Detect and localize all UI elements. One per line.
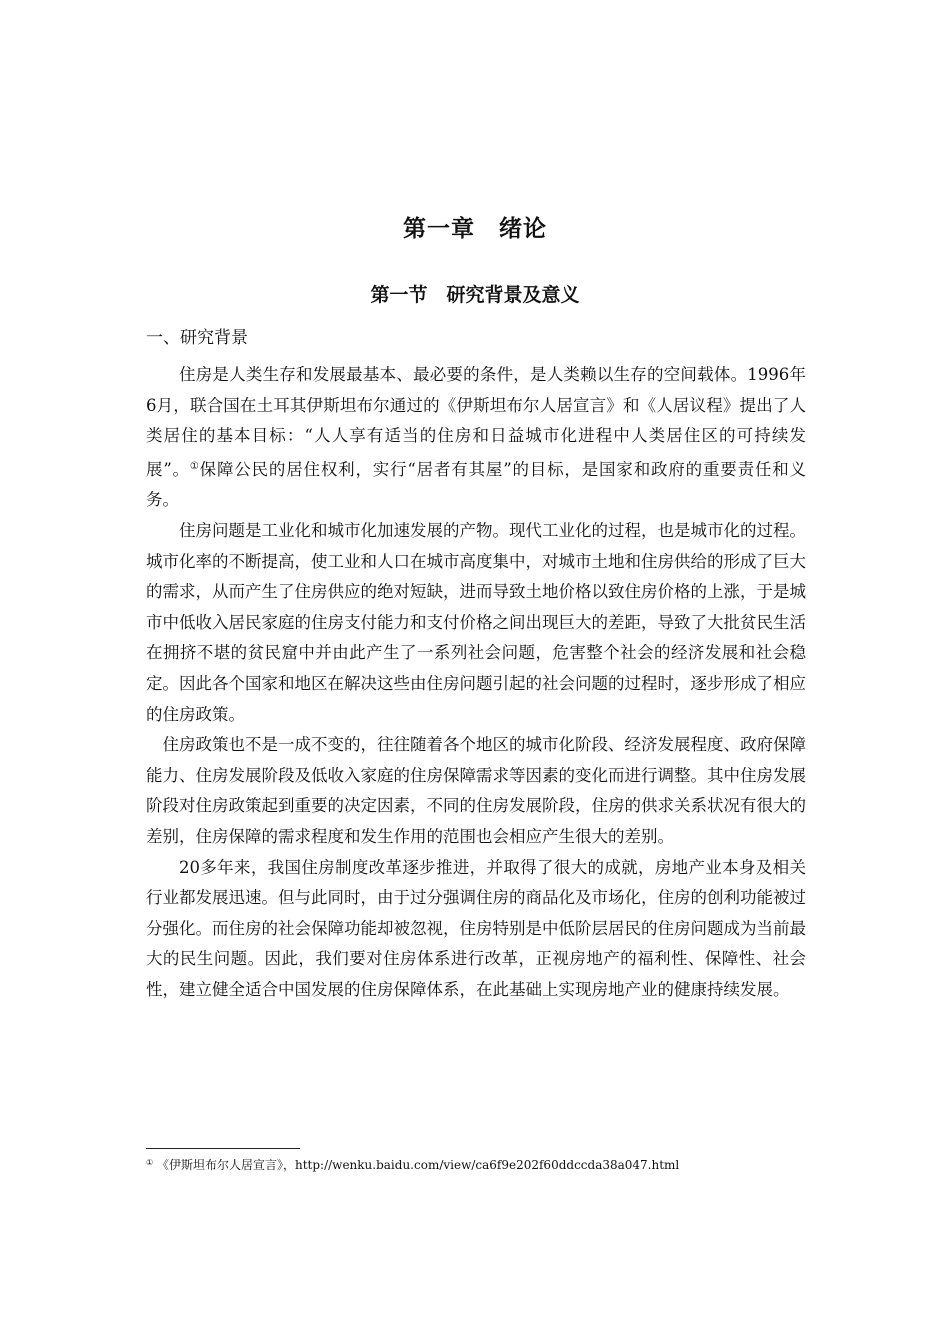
footnote-reference[interactable]: ① xyxy=(189,460,200,472)
paragraph-4: 20多年来，我国住房制度改革逐步推进，并取得了很大的成就，房地产业本身及相关行业都发展迅速。但与此同时，由于过分强调住房的商品化及市场化，住房的创利功能被过分强化。而住房的社会保障功能却被忽视，住房特别是中低阶层居民的住房问题成为当前最大的民生问题。因此，我们要对住房体系进行改革，正视房地产的福利性、保障性、社会性，建立健全适合中国发展的住房保障体系，在此基础上实现房地产业的健康持续发展。 xyxy=(146,857,806,999)
footnote-text: 《伊斯坦布尔人居宣言》，http://wenku.baidu.com/view/ca6f9e202f60ddccda38a047.html xyxy=(157,1158,680,1172)
paragraph-1-part-a: 住房是人类生存和发展最基本、最必要的条件，是人类赖以生存的空间载体。1996年6月，联合国在土耳其伊斯坦布尔通过的《伊斯坦布尔人居宣言》和《人居议程》提出了人类居住的基本目标：“人人享有适当的住房和日益城市化进程中人类居住区的可持续发展”。 xyxy=(146,365,806,479)
section-title: 第一节 研究背景及意义 xyxy=(370,284,580,306)
paragraph-1 xyxy=(146,360,806,516)
body-text xyxy=(146,360,806,1005)
subheading: 一、研究背景 xyxy=(146,328,248,348)
paragraph-2: 住房问题是工业化和城市化加速发展的产物。现代工业化的过程，也是城市化的过程。城市化率的不断提高，使工业和人口在城市高度集中，对城市土地和住房供给的形成了巨大的需求，从而产生了住房供应的绝对短缺，进而导致土地价格以致住房价格的上涨，于是城市中低收入居民家庭的住房支付能力和支付价格之间出现巨大的差距，导致了大批贫民生活在拥挤不堪的贫民窟中并由此产生了一系列社会问题，危害整个社会的经济发展和社会稳定。因此各个国家和地区在解决这些由住房问题引起的社会问题的过程时，逐步形成了相应的住房政策。 xyxy=(146,520,806,724)
chapter-title: 第一章 绪论 xyxy=(403,216,547,242)
paragraph-3: 住房政策也不是一成不变的，往往随着各个地区的城市化阶段、经济发展程度、政府保障能力、住房发展阶段及低收入家庭的住房保障需求等因素的变化而进行调整。其中住房发展阶段对住房政策起到重要的决定因素，不同的住房发展阶段，住房的供求关系状况有很大的差别，住房保障的需求程度和发生作用的范围也会相应产生很大的差别。 xyxy=(146,735,806,846)
footnote-divider xyxy=(146,1148,300,1149)
footnote-marker: ① xyxy=(146,1158,154,1167)
paragraph-1-part-b: 保障公民的居住权利，实行“居者有其屋”的目标，是国家和政府的重要责任和义务。 xyxy=(146,459,807,510)
footnote xyxy=(146,1155,826,1173)
